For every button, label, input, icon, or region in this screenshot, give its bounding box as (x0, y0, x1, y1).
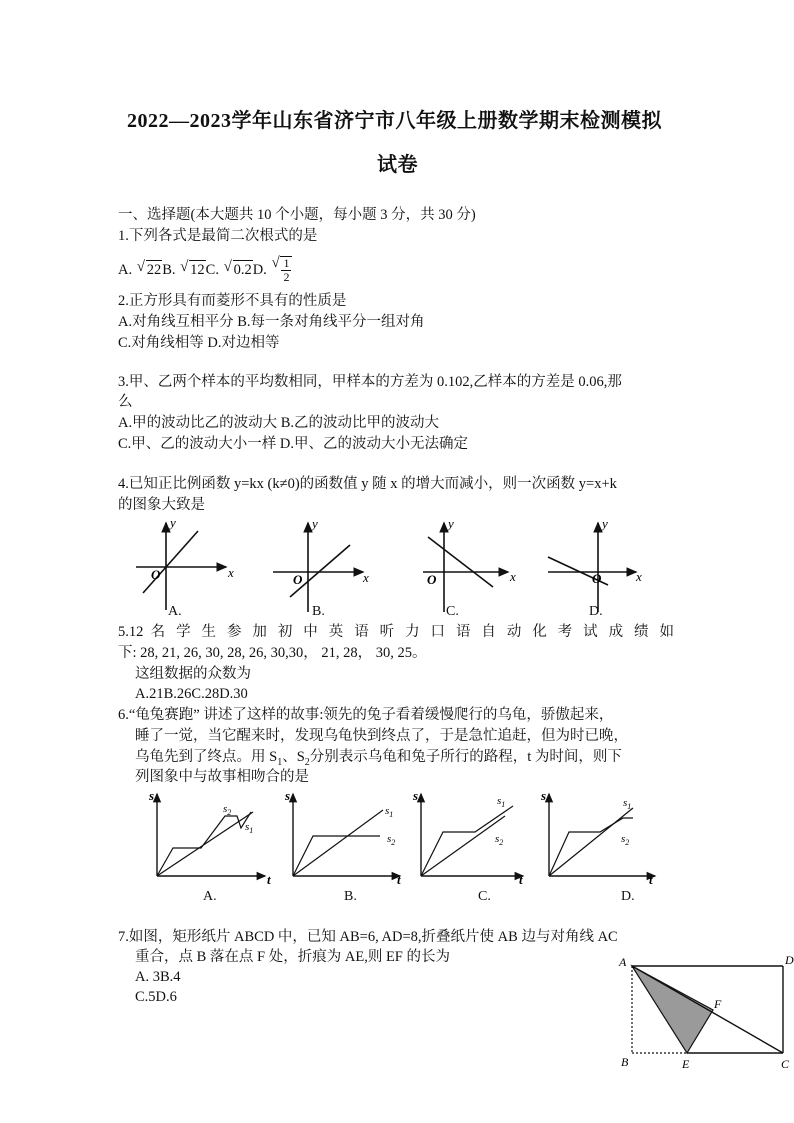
q7-point-d: D (785, 953, 794, 967)
q2-stem: 2.正方形具有而菱形不具有的性质是 (118, 293, 347, 309)
q7-rectangle-figure (615, 948, 794, 1073)
q1-d-label: D. (252, 261, 267, 278)
q6-c-s2-label: $s_2$ (495, 833, 504, 847)
q1-c-label: C. (205, 261, 219, 278)
q1-d-radical (280, 256, 292, 284)
q4-label-a: A. (168, 604, 182, 619)
q3-stem-line1: 3.甲、乙两个样本的平均数相同，甲样本的方差为 0.102,乙样本的方差是 0.06,那 (118, 374, 622, 390)
q6-c-s1-label: $s_1$ (497, 795, 506, 809)
q1-options (118, 256, 292, 284)
q6-d-t-label: t (649, 872, 653, 887)
q6-stem3-a: 乌龟先到了终点。用 S (135, 749, 278, 765)
q7-point-e: E (682, 1057, 690, 1071)
q4-c-origin: O (427, 572, 437, 587)
section-heading: 一、选择题(本大题共 10 个小题，每小题 3 分，共 30 分) (118, 207, 476, 223)
q1-b-radical: √ 12 (189, 260, 206, 279)
q7-stem-line2: 重合，点 B 落在点 F 处，折痕为 AE,则 EF 的长为 (135, 949, 450, 965)
q4-graphs (118, 515, 658, 625)
q6-a-t-label: t (267, 872, 271, 887)
q6-b-s2-label: $s_2$ (387, 833, 396, 847)
q4-d-y-label: y (602, 516, 608, 531)
q6-graph-c (412, 788, 523, 887)
q2-options-ab: A.对角线互相平分 B.每一条对角线平分一组对角 (118, 314, 425, 330)
q6-stem-line1: 6.“龟兔赛跑” 讲述了这样的故事:领先的兔子看着缓慢爬行的乌龟，骄傲起来， (118, 707, 614, 723)
q1-d-denominator: 2 (283, 270, 290, 284)
q7-options-ab: A. 3B.4 (135, 969, 181, 985)
q2-options-cd: C.对角线相等 D.对边相等 (118, 335, 280, 351)
q4-d-x-label: x (636, 569, 642, 584)
q6-graph-a (148, 788, 271, 887)
q4-label-d: D. (589, 604, 603, 619)
q6-d-s2-label: $s_2$ (621, 833, 630, 847)
q6-d-s1-label: $s_1$ (623, 797, 632, 811)
q6-label-d: D. (621, 889, 635, 904)
q5-stem-line2: 下: 28, 21, 26, 30, 28, 26, 30,30， 21, 28， 30, 25。 (118, 645, 427, 661)
q6-a-s-label: s (149, 788, 155, 803)
q4-graph-b (273, 516, 369, 612)
q7-point-b: B (621, 1055, 629, 1069)
q4-graph-a (136, 515, 234, 610)
q4-c-y-label: y (448, 516, 454, 531)
q4-b-origin: O (293, 572, 303, 587)
q6-graph-b (284, 788, 401, 887)
q4-c-x-label: x (510, 569, 516, 584)
q4-a-y-label: y (170, 515, 176, 530)
q3-stem-line2: 么 (118, 394, 133, 410)
q4-stem-line2: 的图象大致是 (118, 497, 205, 513)
q5-stem-line3: 这组数据的众数为 (135, 666, 251, 682)
q4-a-x-label: x (228, 565, 234, 580)
q4-b-x-label: x (363, 570, 369, 585)
q5-options: A.21B.26C.28D.30 (135, 686, 248, 702)
q1-stem: 1.下列各式是最简二次根式的是 (118, 228, 318, 244)
q6-b-s1-label: $s_1$ (385, 805, 394, 819)
q7-stem-line1: 7.如图，矩形纸片 ABCD 中，已知 AB=6, AD=8,折叠纸片使 AB 边与对角线 AC (118, 929, 618, 945)
q6-a-s2-label: $s_2$ (223, 803, 232, 817)
q7-point-f: F (714, 997, 722, 1011)
q6-graph-d (540, 788, 655, 887)
q7-point-a: A (619, 955, 627, 969)
q1-a-label: A. (118, 261, 133, 278)
q6-label-b: B. (344, 889, 357, 904)
q4-graph-d (548, 516, 642, 612)
q4-label-c: C. (446, 604, 459, 619)
q7-point-c: C (781, 1057, 790, 1071)
q1-d-numerator: √ 1 (283, 256, 290, 270)
q6-b-t-label: t (397, 872, 401, 887)
q4-b-y-label: y (312, 516, 318, 531)
q3-options-cd: C.甲、乙的波动大小一样 D.甲、乙的波动大小无法确定 (118, 436, 469, 452)
q6-stem3-c: 分别表示乌龟和兔子所行的路程，t 为时间，则下 (309, 749, 622, 765)
q1-b-label: B. (162, 261, 176, 278)
q6-b-s-label: s (285, 788, 291, 803)
page-title-line2: 试卷 (377, 154, 418, 176)
q6-graphs (145, 788, 665, 888)
q6-stem3-b: 、S (282, 749, 305, 765)
q6-c-t-label: t (519, 872, 523, 887)
q7-options-cd: C.5D.6 (135, 989, 177, 1005)
q4-d-origin: O (592, 571, 602, 586)
q4-label-b: B. (312, 604, 325, 619)
q6-d-s-label: s (541, 788, 547, 803)
q4-stem-line1: 4.已知正比例函数 y=kx (k≠0)的函数值 y 随 x 的增大而减小，则一次函数 y=x+k (118, 476, 617, 492)
q6-stem-line4: 列图象中与故事相吻合的是 (135, 769, 309, 785)
q6-a-s1-label: $s_1$ (245, 821, 254, 835)
q6-sub2: 2 (304, 756, 310, 768)
q6-label-c: C. (478, 889, 491, 904)
q6-label-a: A. (203, 889, 217, 904)
q6-sub1: 1 (277, 756, 283, 768)
q1-a-radical: √ 22 (146, 260, 163, 279)
q6-stem-line2: 睡了一觉，当它醒来时，发现乌龟快到终点了，于是急忙追赶，但为时已晚， (135, 728, 628, 744)
q4-a-origin: O (151, 567, 161, 582)
q6-c-s-label: s (413, 788, 419, 803)
q1-c-radical: √ 0.2 (233, 260, 253, 279)
q4-graph-c (423, 516, 516, 612)
q5-stem-line1: 5.12 名 学 生 参 加 初 中 英 语 听 力 口 语 自 动 化 考 试 成 绩 如 (118, 624, 674, 640)
page-title-line1: 2022—2023学年山东省济宁市八年级上册数学期末检测模拟 (127, 110, 662, 132)
q3-options-ab: A.甲的波动比乙的波动大 B.乙的波动比甲的波动大 (118, 415, 440, 431)
